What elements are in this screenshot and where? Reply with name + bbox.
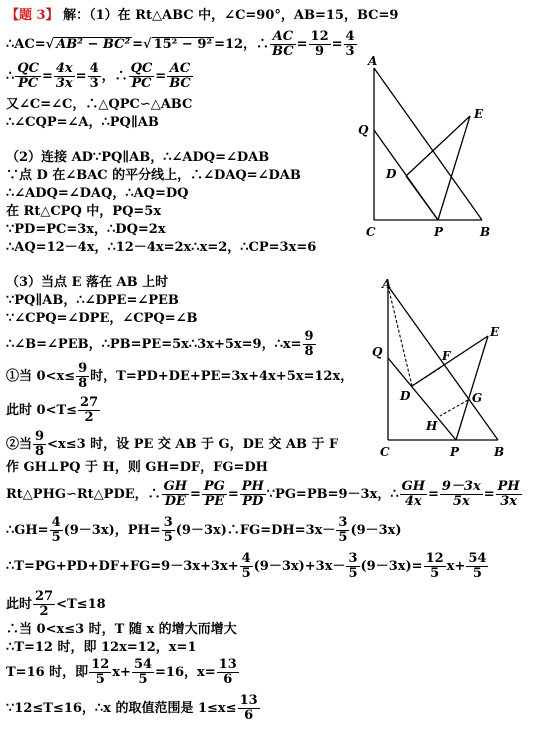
text: ①当 0<x≤ [6, 369, 76, 384]
label-q: Q [372, 345, 383, 359]
fraction [424, 552, 446, 581]
fraction [309, 30, 331, 59]
text: = [427, 487, 439, 502]
label-b: B [480, 225, 491, 239]
fraction [89, 658, 111, 687]
label-a: A [382, 277, 392, 291]
denominator: 2 [39, 604, 49, 619]
text: 时，T=PD+DE+PE=3x+4x+5x=12x， [90, 369, 354, 384]
fraction [88, 62, 101, 91]
part2-line-4: 在 Rt△CPQ 中，PQ=5x [6, 204, 162, 219]
label-e: E [490, 325, 500, 339]
numerator: PH [497, 479, 520, 494]
denominator: 5 [163, 530, 173, 545]
part2-line-5: ∵PD=PC=3x，∴DQ=2x [6, 222, 166, 237]
summary-line-2: ∴T=12 时，即 12x=12，x=1 [6, 640, 197, 655]
denominator: 3x [500, 494, 518, 509]
part1-similar-line: 又∠C=∠C，∴△QPC∽△ABC [6, 97, 193, 112]
text: ∴GH= [6, 523, 49, 538]
text: = [132, 37, 144, 52]
denominator: 8 [78, 376, 88, 391]
denominator: 5 [138, 672, 148, 687]
figure-2 [360, 276, 520, 466]
numerator: 3 [163, 515, 173, 530]
numerator: AC [270, 30, 296, 45]
final-answer-line [6, 694, 261, 723]
part1-conclusion-line: ∴∠CQP=∠A，∴PQ∥AB [6, 115, 159, 130]
denominator: 9 [315, 44, 325, 59]
denominator: PE [204, 494, 225, 509]
text: = [155, 69, 167, 84]
numerator: 13 [239, 693, 258, 708]
denominator: BC [272, 44, 294, 59]
text: x+ [446, 559, 466, 574]
part2-line-6: ∴AQ=12－4x，∴12－4x=2x∴x=2，∴CP=3x=6 [6, 240, 317, 255]
case1-range-line [6, 396, 101, 425]
figure-1 [352, 52, 512, 242]
fraction [303, 330, 316, 359]
label-q: Q [358, 123, 369, 137]
denominator: 4x [404, 494, 422, 509]
numerator: 27 [80, 395, 99, 410]
sqrt-expr: √ 15² − 9² [143, 37, 213, 52]
denominator: 2 [84, 410, 94, 425]
label-p: P [450, 445, 460, 459]
label-c: C [380, 445, 390, 459]
label-a: A [368, 54, 378, 68]
part1-ratio-line [6, 62, 194, 91]
fraction [217, 658, 239, 687]
label-d: D [400, 389, 411, 403]
text: = [296, 37, 308, 52]
fraction [132, 658, 154, 687]
label-b: B [494, 445, 505, 459]
case2-line-2: 作 GH⊥PQ 于 H，则 GH=DF，FG=DH [6, 460, 268, 475]
part2-line-2: ∵点 D 在∠BAC 的平分线上，∴∠DAQ=∠DAB [6, 168, 301, 183]
denominator: 6 [244, 708, 254, 723]
summary-line-1: ∴当 0<x≤3 时，T 随 x 的增大而增大 [6, 622, 237, 637]
numerator: 13 [218, 657, 237, 672]
part3-line-1: （3）当点 E 落在 AB 上时 [6, 275, 169, 290]
numerator: 4 [89, 61, 99, 76]
case2-similar-line [6, 480, 523, 509]
label-d: D [386, 167, 397, 181]
denominator: BC [169, 76, 191, 91]
text: 此时 0<T≤ [6, 403, 78, 418]
fraction [129, 62, 155, 91]
numerator: 9 [35, 429, 45, 444]
denominator: 5 [95, 672, 105, 687]
fraction [270, 30, 296, 59]
denominator: 3 [89, 76, 99, 91]
segment-dp [406, 176, 438, 220]
fraction [240, 552, 253, 581]
part1-ac-line [6, 30, 358, 59]
text: 此时 [6, 597, 33, 612]
problem-number: 【题 3】 [6, 8, 59, 23]
text: (9－3x)+3x－ [253, 559, 346, 574]
numerator: AC [167, 62, 193, 77]
text: ，∴ [101, 69, 128, 84]
text: (9－3x)，PH= [63, 523, 161, 538]
denominator: PC [131, 76, 152, 91]
denominator: 6 [223, 672, 233, 687]
text: ②当 [6, 437, 33, 452]
numerator: 4 [241, 551, 251, 566]
text: T=16 时，即 [6, 665, 89, 680]
text: = [227, 487, 239, 502]
numerator: PG [203, 479, 225, 494]
text: = [41, 69, 53, 84]
text: =16，x= [155, 665, 216, 680]
numerator: 3 [338, 515, 348, 530]
fraction [33, 590, 55, 619]
denominator: 5 [338, 530, 348, 545]
fraction [78, 396, 100, 425]
fraction [162, 516, 175, 545]
text: (9－3x)∴FG=DH=3x－ [175, 523, 336, 538]
fraction [162, 480, 189, 509]
fraction [50, 516, 63, 545]
numerator: QC [17, 61, 39, 76]
segment-ab [374, 68, 482, 220]
segment-ab [388, 286, 498, 440]
numerator: GH [401, 479, 425, 494]
fraction [400, 480, 427, 509]
numerator: 12 [91, 657, 110, 672]
numerator: 4 [51, 515, 61, 530]
fraction [440, 480, 483, 509]
numerator: 9 [78, 361, 88, 376]
sqrt-expr: √ AB² − BC² [45, 37, 131, 52]
text: Rt△PHG∽Rt△PDE，∴ [6, 487, 161, 502]
text: ∴ [6, 69, 15, 84]
text: (9－3x) [350, 523, 402, 538]
fraction [240, 480, 266, 509]
denominator: DE [164, 494, 186, 509]
denominator: 5 [51, 530, 61, 545]
fraction [76, 362, 89, 391]
denominator: PD [242, 494, 264, 509]
denominator: 5 [348, 566, 358, 581]
text: ∴T=PG+PD+DF+FG=9－3x+3x+ [6, 559, 239, 574]
denominator: 5 [241, 566, 251, 581]
denominator: 5 [430, 566, 440, 581]
case1-line [6, 362, 353, 391]
fraction [15, 62, 41, 91]
case2-line [6, 430, 338, 459]
denominator: 3x [55, 76, 73, 91]
numerator: GH [163, 479, 188, 494]
label-h: H [426, 419, 438, 433]
text: x+ [112, 665, 131, 680]
numerator: 54 [133, 657, 153, 672]
denominator: 5 [472, 566, 482, 581]
fraction [336, 516, 349, 545]
range-line [6, 590, 106, 619]
segment-qp [388, 358, 456, 440]
part2-line-3: ∴∠ADQ=∠DAQ，∴AQ=DQ [6, 186, 189, 201]
numerator: 9 [304, 329, 314, 344]
fraction [202, 480, 227, 509]
text: =12，∴ [214, 37, 270, 52]
part3-line-2: ∵PQ∥AB，∴∠DPE=∠PEB [6, 293, 179, 308]
numerator: 4x [55, 61, 73, 76]
denominator: 3 [345, 44, 355, 59]
fraction [33, 430, 46, 459]
numerator: 12 [310, 29, 329, 44]
text: (9－3x)= [360, 559, 423, 574]
fraction [346, 552, 359, 581]
text: = [75, 69, 87, 84]
numerator: QC [130, 61, 153, 76]
part2-line-1: （2）连接 AD∵PQ∥AB，∴∠ADQ=∠DAB [6, 150, 270, 165]
label-c: C [366, 225, 376, 239]
label-f: F [442, 349, 451, 363]
radicand: AB² − BC² [56, 37, 131, 52]
text: ∵12≤T≤16，∴x 的取值范围是 1≤x≤ [6, 701, 237, 716]
numerator: 9－3x [441, 479, 481, 494]
fraction [238, 694, 260, 723]
part1-intro: 解：（1）在 Rt△ABC 中，∠C=90°，AB=15，BC=9 [63, 8, 399, 23]
problem-heading [6, 8, 398, 24]
fraction [54, 62, 75, 91]
text: ∴∠B=∠PEB，∴PB=PE=5x∴3x+5x=9，∴x= [6, 337, 302, 352]
t-expression-line [6, 552, 489, 581]
label-p: P [434, 225, 444, 239]
part3-line-3: ∵∠CPQ=∠DPE，∠CPQ=∠B [6, 311, 198, 326]
segment-ad-dashed [388, 286, 412, 386]
text: <x≤3 时，设 PE 交 AB 于 G，DE 交 AB 于 F [47, 437, 339, 452]
numerator: 3 [348, 551, 358, 566]
denominator: 5x [452, 494, 470, 509]
numerator: 12 [425, 551, 444, 566]
fraction [167, 62, 193, 91]
fraction [496, 480, 522, 509]
denominator: 8 [304, 344, 314, 359]
text: ∴AC= [6, 37, 46, 52]
numerator: 27 [35, 589, 54, 604]
denominator: PC [18, 76, 39, 91]
numerator: 4 [345, 29, 355, 44]
part3-line-4 [6, 330, 317, 359]
text: = [331, 37, 343, 52]
text: = [190, 487, 201, 502]
text: ∵PG=PB=9－3x，∴ [266, 487, 399, 502]
numerator: PH [241, 479, 264, 494]
numerator: 54 [468, 551, 487, 566]
text: <T≤18 [56, 597, 106, 612]
label-e: E [474, 107, 484, 121]
fraction [466, 552, 488, 581]
denominator: 8 [35, 444, 45, 459]
label-g: G [472, 391, 483, 405]
gh-line [6, 516, 402, 545]
summary-line-3 [6, 658, 240, 687]
text: = [483, 487, 495, 502]
radicand: 15² − 9² [153, 37, 213, 52]
